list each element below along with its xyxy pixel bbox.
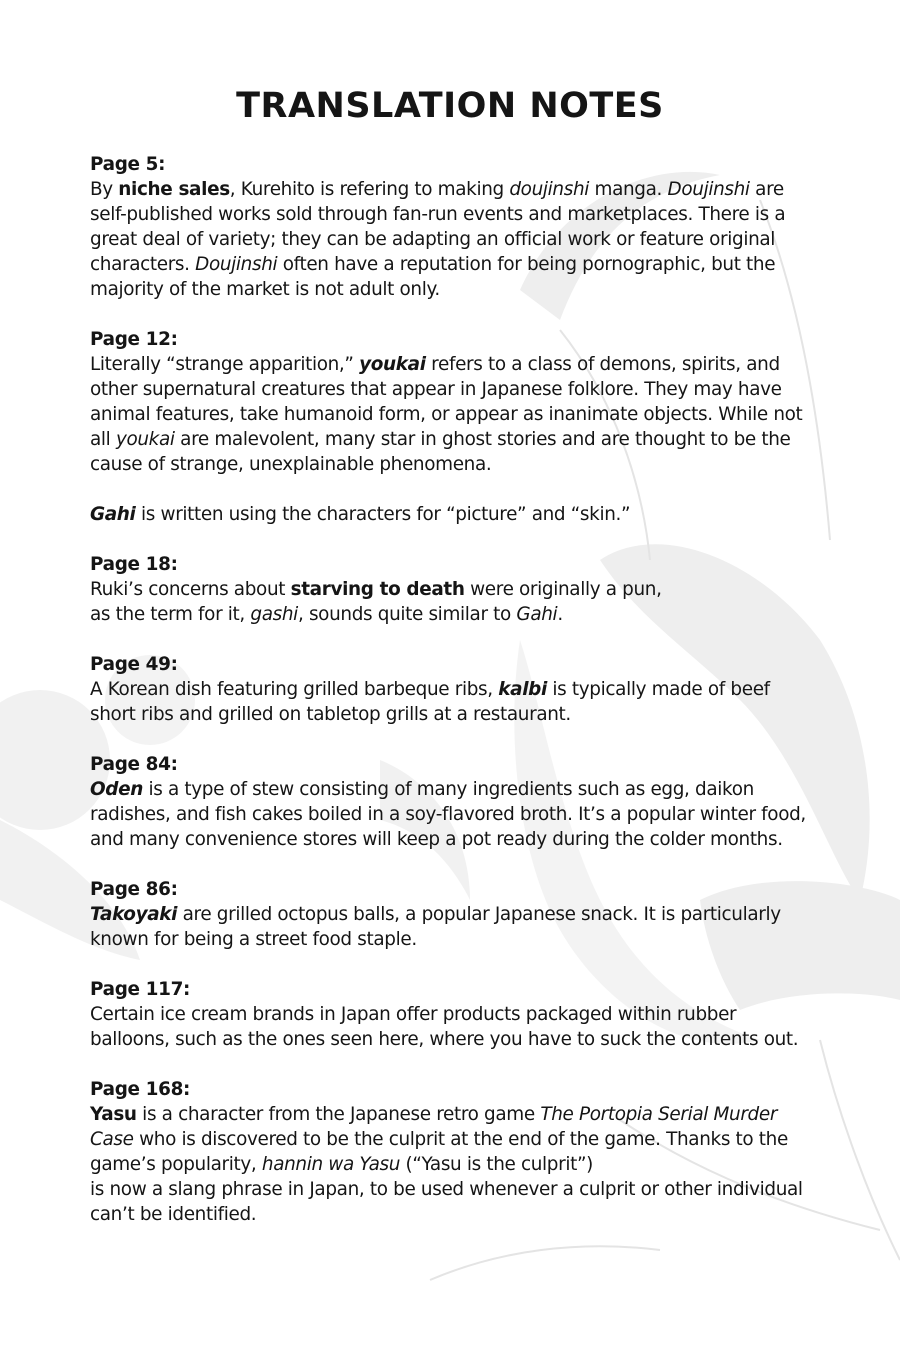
emphasized-term: Gahi bbox=[516, 604, 558, 625]
emphasized-term: youkai bbox=[359, 354, 426, 375]
notes-list bbox=[90, 152, 820, 1252]
note-paragraph bbox=[90, 352, 820, 477]
note-section bbox=[90, 327, 820, 527]
note-paragraph bbox=[90, 1002, 820, 1052]
note-text: are grilled octopus balls, a popular Japanese snack. It is particularly known for being a street food staple. bbox=[90, 904, 781, 950]
note-page-heading: Page 5: bbox=[90, 154, 166, 175]
note-text: Certain ice cream brands in Japan offer products packaged within rubber balloons, such as the ones seen here, where you have to suck the contents out. bbox=[90, 1004, 799, 1050]
emphasized-term: gashi bbox=[250, 604, 298, 625]
note-text: who is discovered to be the culprit at the end of the game. Thanks to the game’s popularity, bbox=[90, 1129, 788, 1175]
note-section bbox=[90, 552, 820, 627]
note-paragraph bbox=[90, 1102, 820, 1227]
emphasized-term: Oden bbox=[90, 779, 143, 800]
note-text: . bbox=[557, 604, 563, 625]
note-page-heading: Page 84: bbox=[90, 754, 178, 775]
emphasized-term: Doujinshi bbox=[195, 254, 278, 275]
note-section bbox=[90, 152, 820, 302]
note-section bbox=[90, 652, 820, 727]
emphasized-term: Doujinshi bbox=[667, 179, 750, 200]
note-page-heading: Page 168: bbox=[90, 1079, 191, 1100]
note-text: refers to a class of demons, spirits, and other supernatural creatures that appear in Japanese folklore. They may have animal features, take humanoid form, or appear as inanimate objects. While not all bbox=[90, 354, 803, 450]
note-text: is written using the characters for “picture” and “skin.” bbox=[135, 504, 631, 525]
note-page-heading: Page 49: bbox=[90, 654, 178, 675]
emphasized-term: youkai bbox=[115, 429, 175, 450]
note-text: , sounds quite similar to bbox=[297, 604, 517, 625]
note-paragraph bbox=[90, 577, 820, 627]
note-text: as the term for it, bbox=[90, 604, 251, 625]
note-paragraph bbox=[90, 502, 820, 527]
note-paragraph bbox=[90, 177, 820, 302]
note-section bbox=[90, 877, 820, 952]
note-text: , Kurehito is refering to making bbox=[229, 179, 510, 200]
emphasized-term: hannin wa Yasu bbox=[261, 1154, 401, 1175]
note-paragraph bbox=[90, 777, 820, 852]
emphasized-term: The Portopia Serial Murder Case bbox=[90, 1104, 778, 1150]
note-text: is a character from the Japanese retro game bbox=[136, 1104, 541, 1125]
note-section bbox=[90, 1077, 820, 1227]
note-paragraph bbox=[90, 677, 820, 727]
emphasized-term: starving to death bbox=[290, 579, 465, 600]
emphasized-term: Takoyaki bbox=[90, 904, 178, 925]
note-text: often have a reputation for being pornographic, but the majority of the market is not adult only. bbox=[90, 254, 776, 300]
note-page-heading: Page 18: bbox=[90, 554, 178, 575]
emphasized-term: Gahi bbox=[90, 504, 136, 525]
note-text: manga. bbox=[589, 179, 668, 200]
note-text: is a type of stew consisting of many ingredients such as egg, daikon radishes, and fish cakes boiled in a soy-flavored broth. It’s a popular winter food, and many convenience stores will keep a pot ready during the colder months. bbox=[90, 779, 806, 850]
note-paragraph bbox=[90, 902, 820, 952]
note-text: Literally “strange apparition,” bbox=[90, 354, 360, 375]
note-section bbox=[90, 977, 820, 1052]
note-page-heading: Page 117: bbox=[90, 979, 191, 1000]
note-text: are self-published works sold through fan-run events and marketplaces. There is a great deal of variety; they can be adapting an official work or feature original characters. bbox=[90, 179, 786, 275]
note-text: A Korean dish featuring grilled barbeque ribs, bbox=[90, 679, 499, 700]
page-title: TRANSLATION NOTES bbox=[236, 86, 664, 126]
note-page-heading: Page 12: bbox=[90, 329, 178, 350]
emphasized-term: kalbi bbox=[498, 679, 547, 700]
note-text: Ruki’s concerns about bbox=[90, 579, 291, 600]
note-text: is typically made of beef short ribs and grilled on tabletop grills at a restaurant. bbox=[90, 679, 770, 725]
note-text: were originally a pun, bbox=[464, 579, 662, 600]
emphasized-term: Yasu bbox=[90, 1104, 137, 1125]
note-text: By bbox=[90, 179, 119, 200]
emphasized-term: niche sales bbox=[118, 179, 230, 200]
note-page-heading: Page 86: bbox=[90, 879, 178, 900]
note-text: (“Yasu is the culprit”) bbox=[400, 1154, 593, 1175]
emphasized-term: doujinshi bbox=[509, 179, 590, 200]
note-text: is now a slang phrase in Japan, to be used whenever a culprit or other individual can’t be identified. bbox=[90, 1179, 803, 1225]
note-section bbox=[90, 752, 820, 852]
note-text: are malevolent, many star in ghost stories and are thought to be the cause of strange, unexplainable phenomena. bbox=[90, 429, 791, 475]
